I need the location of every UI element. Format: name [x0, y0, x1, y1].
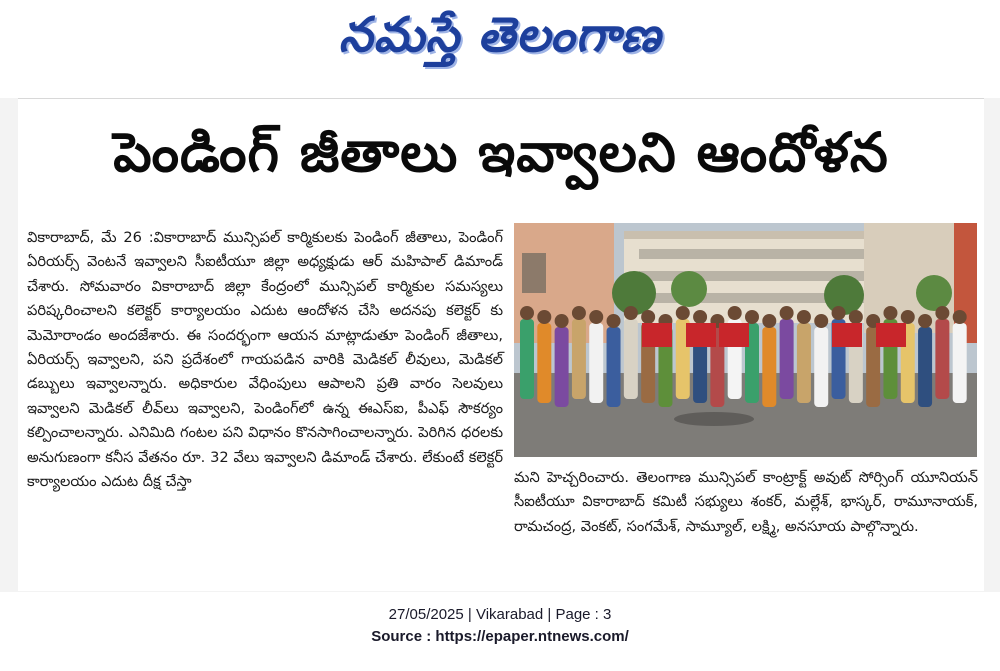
red-flag [832, 323, 862, 347]
article-headline [18, 110, 984, 208]
protest-photo-illustration [514, 223, 977, 457]
protester [589, 310, 603, 403]
masthead-title: నమస్తే తెలంగాణ [338, 7, 662, 63]
edition-info: 27/05/2025 | Vikarabad | Page : 3 [388, 606, 612, 623]
red-flag [686, 323, 716, 347]
headline-text: పెండింగ్ జీతాలు ఇవ్వాలని ఆందోళన [113, 120, 889, 184]
protester [762, 314, 776, 407]
red-flag [876, 323, 906, 347]
protester [537, 310, 551, 403]
article-body-left-text: వికారాబాద్, మే 26 :వికారాబాద్ మున్సిపల్ కార్మికులకు పెండింగ్ జీతాలు, పెండింగ్ ఏరియర్స్ వెంటనే ఇవ్వాలని సీఐటీయూ జిల్లా అధ్యక్షుడు ఆర్ మహిపాల్ డిమాండ్ చేశారు. సోమవారం వికారాబాద్ జిల్లా కేంద్రంలో మున్సిపల్ కార్మికుల సమస్యలు పరిష్కరించాలని కలెక్టర్ కార్యాలయం ఎదుట ఆందోళన చేసి అదనపు కలెక్టర్ కు మెమోరాండం అందజేశారు. ఈ సందర్భంగా ఆయన మాట్లాడుతూ పెండింగ్ జీతాలు, ఏరియర్స్ ఇవ్వాలని, పని ప్రదేశంలో గాయపడిన వారికి మెడికల్ లీవులు, మెడికల్ డబ్బులు ఇవ్వాలన్నారు. అధికారుల వేధింపులు ఆపాలని ప్రతి వారం సెలవులు ఇవ్వాలని మెడికల్ లీవ్‌లు ఇవ్వాలని, పెండింగ్‌లో ఉన్న ఈఎస్ఐ, పీఎఫ్ సౌకర్యం కల్పించాలన్నారు. ఎనిమిది గంటల పని విధానం కొనసాగించాలన్నారు. పెరిగిన ధరలకు అనుగుణంగా కనీస వేతనం రూ. 32 వేలు ఇవ్వాలని డిమాండ్ చేశారు. లేకుంటే కలెక్టర్ కార్యాలయం ఎదుట దీక్ష చేస్తా [27, 229, 503, 491]
protester [607, 314, 621, 407]
protester [676, 306, 690, 399]
protester [728, 306, 742, 399]
protester [624, 306, 638, 399]
red-flag [642, 323, 672, 347]
protester [797, 310, 811, 403]
protester [953, 310, 967, 403]
protest-photo [514, 223, 977, 457]
protester [918, 314, 932, 407]
protester [814, 314, 828, 407]
protester [572, 306, 586, 399]
clipping-footer [0, 604, 1000, 648]
protester [555, 314, 569, 407]
red-flag [719, 323, 749, 347]
article-body-column-left [27, 226, 503, 494]
source-link: Source : https://epaper.ntnews.com/ [371, 628, 629, 645]
protester [935, 306, 949, 399]
protester [832, 306, 846, 399]
protester [520, 306, 534, 399]
masthead-logo [290, 6, 710, 76]
protester [780, 306, 794, 399]
protester [883, 306, 897, 399]
article-body-column-right [514, 466, 978, 539]
article-body-right-text: మని హెచ్చరించారు. తెలంగాణ మున్సిపల్ కాంట్రాక్ట్ అవుట్ సోర్సింగ్ యూనియన్ సీఐటీయూ వికారాబాద్ కమిటీ సభ్యులు శంకర్, మల్లేశ్, భాస్కర్, రామూనాయక్, రామచంద్ర, వెంకట్, సంగమేశ్, సామ్యూల్, లక్ష్మి, అనసూయ పాల్గొన్నారు. [514, 469, 978, 535]
